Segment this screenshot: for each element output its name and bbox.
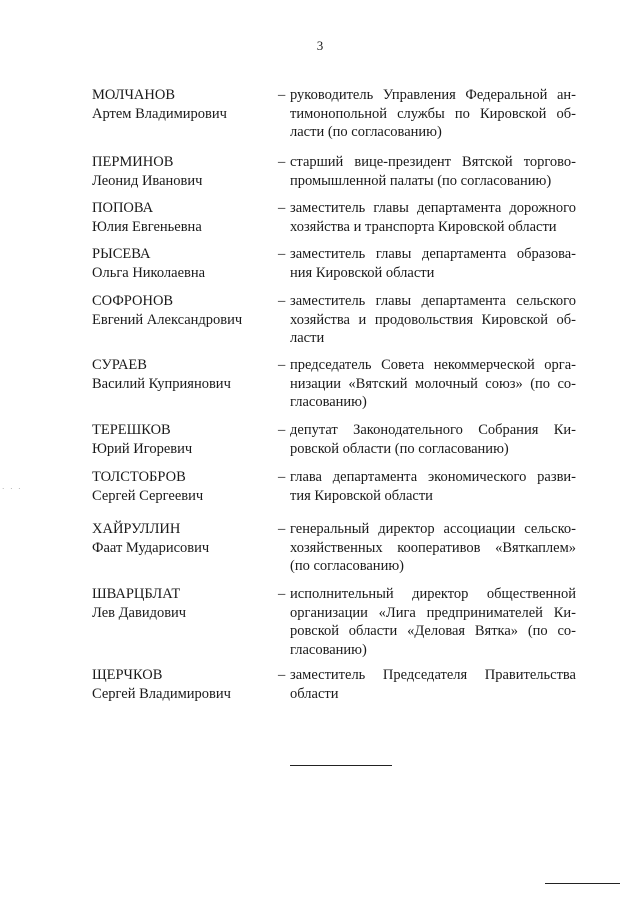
entry-dash: – [278, 422, 286, 438]
member-surname: ПЕРМИНОВ [92, 154, 174, 170]
member-given-names: Евгений Александрович [92, 311, 243, 328]
member-role-line: генеральный директор ассоциации сельско- [290, 521, 576, 537]
member-name [92, 86, 277, 123]
entry-dash: – [278, 521, 286, 537]
entry-dash: – [278, 357, 286, 373]
member-name [92, 153, 277, 190]
member-given-names: Ольга Николаевна [92, 264, 206, 281]
member-role-line: ровской области (по согласованию) [290, 440, 509, 457]
member-surname: ХАЙРУЛЛИН [92, 521, 181, 537]
member-role [290, 86, 576, 142]
member-role-line: промышленной палаты (по согласованию) [290, 172, 552, 189]
member-role-line: тия Кировской области [290, 487, 433, 504]
member-role [290, 199, 576, 236]
member-role [290, 468, 576, 505]
member-role-line: ласти [290, 330, 325, 346]
member-role-line: гласованию) [290, 641, 367, 658]
member-role-line: депутат Законодательного Собрания Ки- [290, 422, 576, 438]
member-role [290, 421, 576, 458]
member-surname: ТЕРЕШКОВ [92, 422, 171, 438]
member-surname: СУРАЕВ [92, 357, 147, 373]
member-given-names: Юлия Евгеньевна [92, 218, 202, 235]
member-role [290, 153, 576, 190]
member-given-names: Фаат Мударисович [92, 539, 210, 556]
member-role-line: области [290, 685, 339, 702]
member-surname: МОЛЧАНОВ [92, 87, 175, 103]
member-role [290, 292, 576, 348]
member-name [92, 356, 277, 393]
member-given-names: Артем Владимирович [92, 105, 227, 122]
member-role-line: заместитель главы департамента дорожного [290, 200, 576, 216]
member-role-line: хозяйства и продовольствия Кировской об- [290, 311, 576, 328]
entry-dash: – [278, 154, 286, 170]
member-surname: ЩЕРЧКОВ [92, 667, 163, 683]
member-surname: СОФРОНОВ [92, 293, 174, 309]
member-role-line: тимонопольной службы по Кировской об- [290, 105, 576, 122]
entry-dash: – [278, 586, 286, 602]
member-role-line: руководитель Управления Федеральной ан- [290, 87, 576, 103]
member-role-line: ния Кировской области [290, 264, 435, 281]
member-role [290, 356, 576, 412]
member-surname: РЫСЕВА [92, 246, 151, 262]
member-role-line: председатель Совета некоммерческой орга- [290, 357, 576, 373]
entry-dash: – [278, 293, 286, 309]
member-role-line: заместитель Председателя Правительства [290, 667, 576, 683]
member-given-names: Лев Давидович [92, 604, 187, 621]
member-name [92, 468, 277, 505]
member-name [92, 520, 277, 557]
member-role-line: заместитель главы департамента сельского [290, 293, 576, 309]
entry-dash: – [278, 246, 286, 262]
member-role-line: исполнительный директор общественной [290, 586, 576, 602]
entry-dash: – [278, 667, 286, 683]
member-name [92, 245, 277, 282]
member-given-names: Сергей Владимирович [92, 685, 231, 702]
entry-dash: – [278, 200, 286, 216]
member-role-line: ласти (по согласованию) [290, 124, 442, 140]
member-role-line: низации «Вятский молочный союз» (по со- [290, 375, 576, 392]
member-surname: ТОЛСТОБРОВ [92, 469, 186, 485]
member-role-line: (по согласованию) [290, 558, 404, 574]
member-name [92, 292, 277, 329]
member-surname: ПОПОВА [92, 200, 154, 216]
member-name [92, 585, 277, 622]
member-role-line: хозяйственных кооперативов «Вяткаплем» [290, 539, 576, 556]
member-role-line: гласованию) [290, 394, 367, 410]
member-role-line: старший вице-президент Вятской торгово- [290, 154, 576, 170]
margin-scan-mark: · · · [2, 485, 23, 493]
page-number: 3 [316, 38, 324, 53]
member-name [92, 421, 277, 458]
member-role [290, 245, 576, 282]
member-name [92, 666, 277, 703]
corner-rule [545, 883, 620, 884]
member-given-names: Леонид Иванович [92, 172, 203, 189]
member-given-names: Василий Куприянович [92, 375, 231, 392]
entry-dash: – [278, 469, 286, 485]
end-of-list-rule [290, 765, 392, 766]
member-role-line: организации «Лига предпринимателей Ки- [290, 604, 576, 621]
member-name [92, 199, 277, 236]
member-role [290, 666, 576, 703]
member-given-names: Юрий Игоревич [92, 440, 193, 457]
member-given-names: Сергей Сергеевич [92, 487, 204, 504]
member-role-line: глава департамента экономического разви- [290, 469, 576, 485]
entry-dash: – [278, 87, 286, 103]
member-role-line: ровской области «Деловая Вятка» (по со- [290, 623, 576, 639]
member-role-line: хозяйства и транспорта Кировской области [290, 218, 557, 235]
member-role [290, 585, 576, 659]
member-role-line: заместитель главы департамента образова- [290, 246, 576, 262]
member-surname: ШВАРЦБЛАТ [92, 586, 181, 602]
member-role [290, 520, 576, 576]
